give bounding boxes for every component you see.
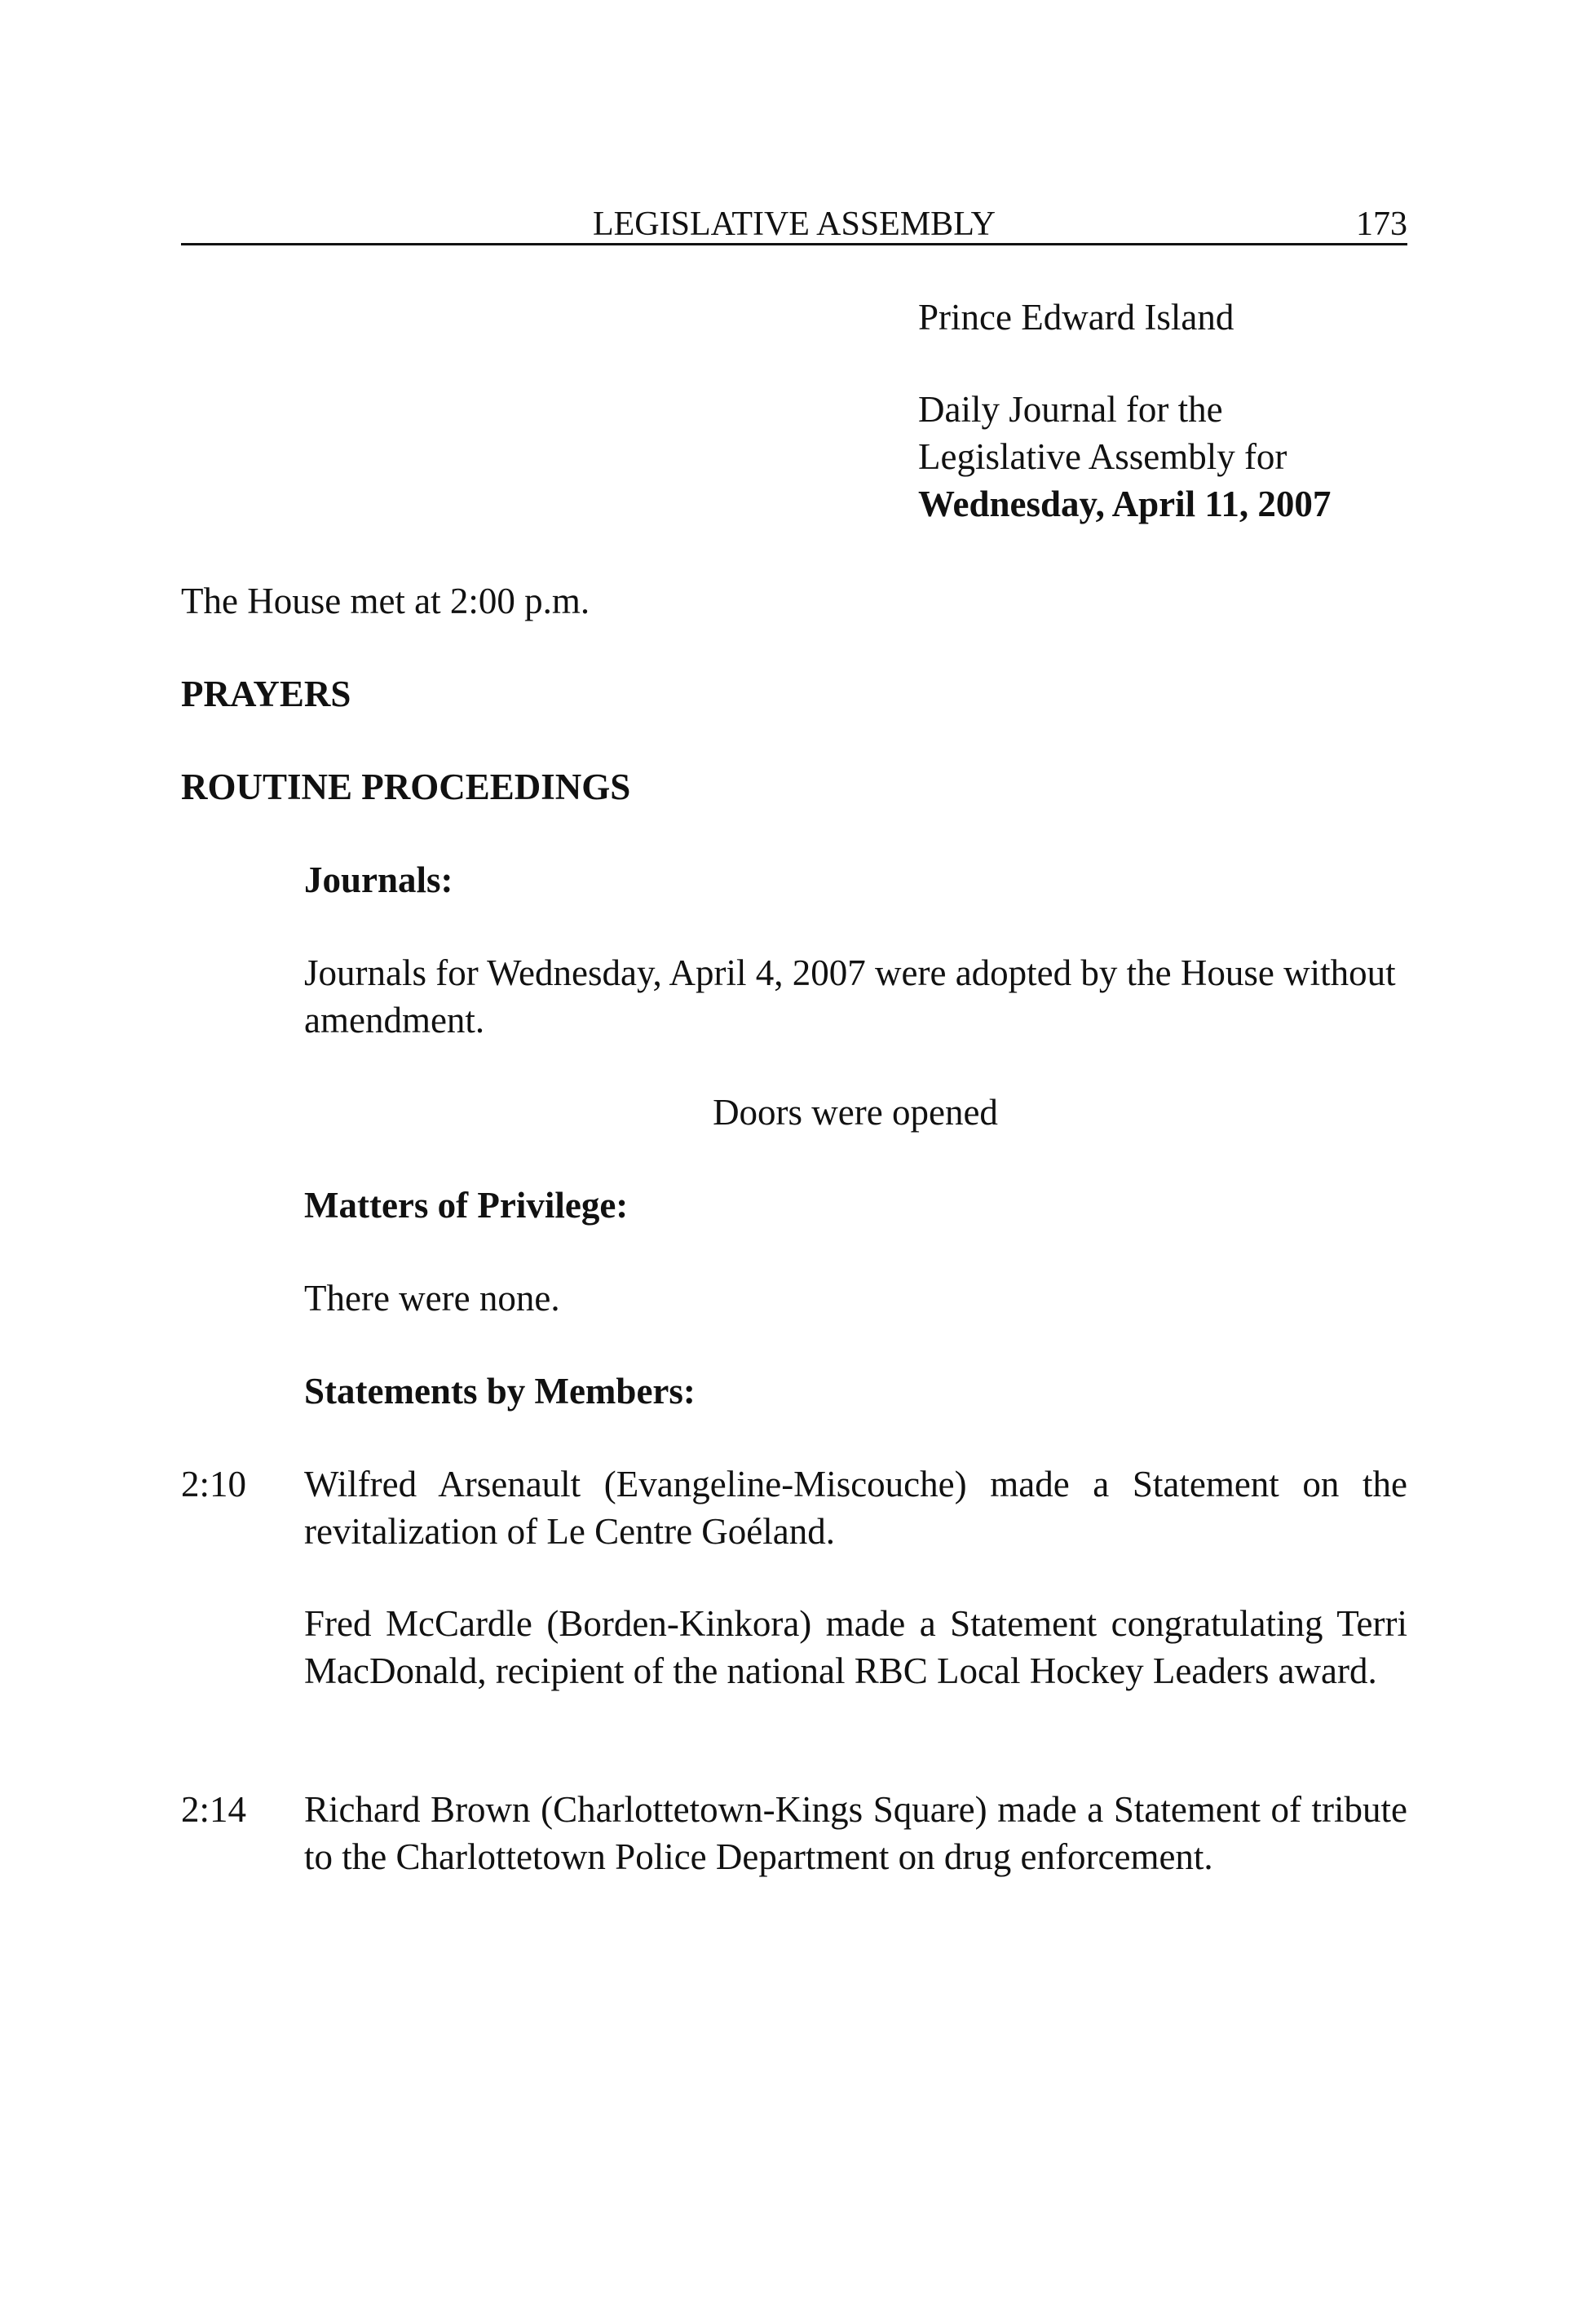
privilege-text: There were none.	[304, 1278, 560, 1319]
running-title: LEGISLATIVE ASSEMBLY	[593, 205, 996, 243]
journal-title-line-1: Daily Journal for the	[918, 389, 1223, 430]
house-met-text: The House met at 2:00 p.m.	[181, 581, 590, 621]
statement-time: 2:14	[181, 1789, 247, 1830]
statement-text: Richard Brown (Charlottetown-Kings Square) made a Statement of tribute to the Charlottetown Police Department on drug enforcement.	[304, 1789, 1407, 1877]
journal-title-line-2: Legislative Assembly for	[918, 436, 1287, 477]
page-number: 173	[1356, 205, 1407, 243]
journals-text: Journals for Wednesday, April 4, 2007 were adopted by the House without amendment.	[304, 952, 1396, 1040]
journal-title-block	[918, 294, 1407, 528]
statement-text: Wilfred Arsenault (Evangeline-Miscouche) made a Statement on the revitalization of Le Centre Goéland.	[304, 1464, 1407, 1552]
journals-heading: Journals:	[304, 859, 453, 900]
routine-proceedings-heading: ROUTINE PROCEEDINGS	[181, 767, 631, 807]
doors-opened-text: Doors were opened	[713, 1092, 998, 1133]
journal-date: Wednesday, April 11, 2007	[918, 484, 1332, 524]
statements-heading: Statements by Members:	[304, 1371, 696, 1412]
province-name: Prince Edward Island	[918, 297, 1234, 338]
prayers-heading: PRAYERS	[181, 674, 351, 714]
privilege-heading: Matters of Privilege:	[304, 1185, 629, 1226]
statement-time: 2:10	[181, 1464, 247, 1504]
page-header	[181, 205, 1407, 245]
statement-text: Fred McCardle (Borden-Kinkora) made a Statement congratulating Terri MacDonald, recipient of the national RBC Local Hockey Leaders award.	[304, 1603, 1407, 1691]
